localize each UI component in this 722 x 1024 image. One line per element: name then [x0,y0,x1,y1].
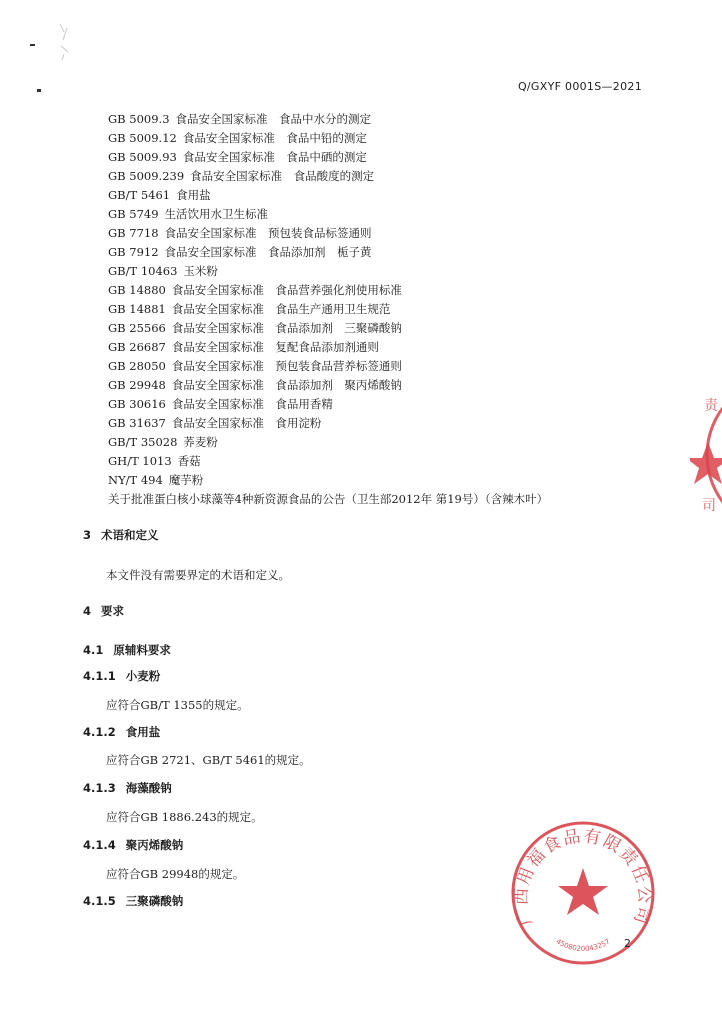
svg-text:4508020043257 [555,937,612,953]
reference-code: GB/T 10463 [108,264,178,278]
reference-title: 食品安全国家标准 食品营养强化剂使用标准 [171,283,402,297]
reference-title: 食品安全国家标准 食品添加剂 栀子黄 [164,245,372,259]
section-title: 聚丙烯酸钠 [125,838,184,852]
section-heading-4-1-4 [83,837,183,853]
reference-item [108,281,628,300]
faint-scribble [58,22,72,62]
section-body: 应符合GB 1886.243的规定。 [106,810,263,824]
reference-title: 食品安全国家标准 食品酸度的测定 [190,169,375,183]
reference-code: GB 26687 [108,340,166,354]
reference-code: GB 5009.12 [108,131,177,145]
reference-item [108,338,628,357]
reference-title: 荞麦粉 [183,435,218,449]
section-title: 原辅料要求 [113,643,171,657]
reference-title: 食品安全国家标准 食品中水分的测定 [175,112,372,126]
reference-title: 食品安全国家标准 食品中硒的测定 [182,150,367,164]
section-heading-4-1-2 [83,724,160,740]
normative-references-list [108,110,628,509]
reference-code: GB 5749 [108,207,159,221]
reference-title: 食品安全国家标准 食品用香精 [171,397,333,411]
section-number: 4.1.1 [83,669,116,683]
reference-title: 食品安全国家标准 预包装食品营养标签通则 [171,359,402,373]
reference-code: GB 29948 [108,378,166,392]
reference-item [108,110,628,129]
section-title: 海藻酸钠 [125,781,172,795]
reference-item [108,376,628,395]
reference-code: GB 14880 [108,283,166,297]
reference-item [108,262,628,281]
section-body: 应符合GB/T 1355的规定。 [106,698,249,712]
section-body: 应符合GB 29948的规定。 [106,867,245,881]
reference-item [108,471,628,490]
section-heading-3 [83,527,159,543]
reference-code: GB 30616 [108,397,166,411]
partial-stamp [690,380,722,530]
document-code: Q/GXYF 0001S—2021 [517,80,642,93]
section-number: 4.1.5 [83,894,116,908]
reference-item [108,319,628,338]
reference-item [108,490,628,509]
section-title: 食用盐 [125,725,161,739]
reference-item [108,224,628,243]
reference-code: GB 7912 [108,245,159,259]
section-heading-4-1-1 [83,668,160,684]
reference-item [108,148,628,167]
reference-code: GB 5009.3 [108,112,170,126]
reference-title: 食品安全国家标准 食品中铅的测定 [182,131,367,145]
section-heading-4-1 [83,642,171,658]
svg-text:责: 责 [704,398,718,414]
reference-item [108,357,628,376]
section-title: 术语和定义 [101,528,159,542]
reference-code: GB/T 5461 [108,188,171,202]
section-title: 三聚磷酸钠 [125,894,184,908]
reference-code: GB 5009.93 [108,150,177,164]
reference-item [108,205,628,224]
reference-item [108,300,628,319]
reference-item [108,167,628,186]
seal-text: 广西用福食品有限责任公司 [511,826,655,929]
reference-code: NY/T 494 [108,473,163,487]
reference-item [108,395,628,414]
reference-item [108,186,628,205]
svg-text:司: 司 [702,498,716,514]
reference-title: 食用盐 [176,188,211,202]
seal-number: 4508020043257 [554,937,612,954]
reference-code: GB 25566 [108,321,166,335]
reference-title: 食品安全国家标准 食品添加剂 三聚磷酸钠 [171,321,402,335]
reference-code: GB 28050 [108,359,166,373]
section-title: 要求 [101,604,125,618]
section-heading-4-1-5 [83,893,183,909]
section-heading-4 [83,603,124,619]
scan-mark [30,44,35,46]
reference-item [108,452,628,471]
section-body: 应符合GB 2721、GB/T 5461的规定。 [106,753,311,767]
reference-item [108,414,628,433]
reference-code: GB/T 35028 [108,435,178,449]
reference-title: 魔芋粉 [168,473,204,487]
reference-code: GB 5009.239 [108,169,185,183]
section-number: 4.1.4 [83,838,116,852]
section-title: 小麦粉 [125,669,161,683]
page-number: 2 [624,937,631,950]
reference-code: GB 31637 [108,416,166,430]
reference-title: 生活饮用水卫生标准 [164,207,269,221]
reference-title: 香菇 [177,454,201,468]
scan-mark [37,89,41,92]
section-heading-4-1-3 [83,780,172,796]
reference-title: 关于批准蛋白核小球藻等4种新资源食品的公告（卫生部2012年 第19号）（含辣木叶） [108,492,549,506]
reference-code: GH/T 1013 [108,454,172,468]
section-number: 4.1.2 [83,725,116,739]
section-body: 本文件没有需要界定的术语和定义。 [106,568,290,582]
section-number: 4.1 [83,643,104,657]
section-number: 4 [83,604,92,618]
reference-title: 玉米粉 [183,264,218,278]
reference-code: GB 14881 [108,302,166,316]
reference-item [108,129,628,148]
reference-item [108,243,628,262]
reference-title: 食品安全国家标准 复配食品添加剂通则 [171,340,379,354]
reference-title: 食品安全国家标准 食品生产通用卫生规范 [171,302,391,316]
section-number: 4.1.3 [83,781,116,795]
company-seal [508,818,658,968]
reference-title: 食品安全国家标准 食品添加剂 聚丙烯酸钠 [171,378,402,392]
reference-title: 食品安全国家标准 食用淀粉 [171,416,322,430]
section-number: 3 [83,528,92,542]
reference-item [108,433,628,452]
reference-title: 食品安全国家标准 预包装食品标签通则 [164,226,372,240]
reference-code: GB 7718 [108,226,159,240]
